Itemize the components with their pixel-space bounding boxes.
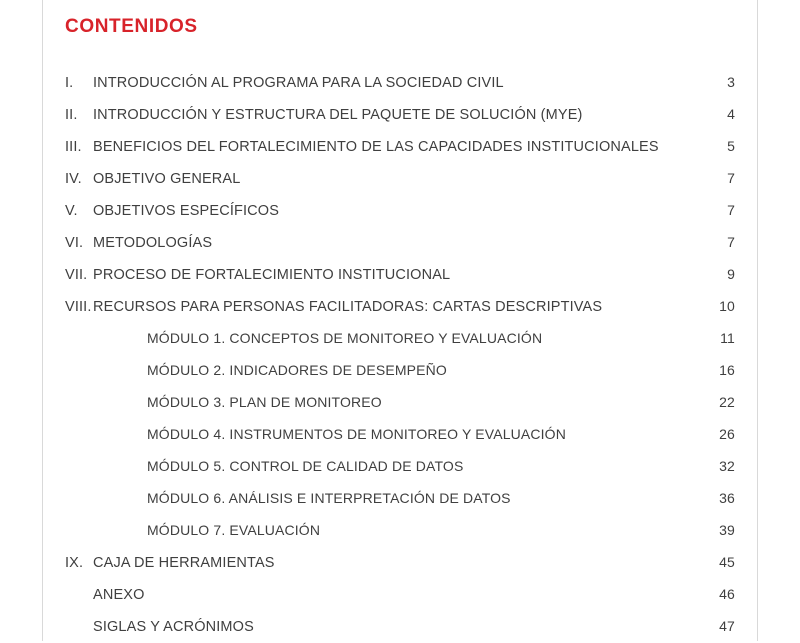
toc-entry[interactable] [65,322,735,354]
toc-entry-number: II. [65,107,78,123]
toc-entry-page-number: 3 [727,74,735,90]
toc-entry-label: BENEFICIOS DEL FORTALECIMIENTO DE LAS CAPACIDADES INSTITUCIONALES [93,139,659,155]
toc-entry[interactable] [65,482,735,514]
toc-entry[interactable] [65,66,735,98]
toc-entry-label: MÓDULO 4. INSTRUMENTOS DE MONITOREO Y EVALUACIÓN [147,426,566,442]
toc-entry-label: SIGLAS Y ACRÓNIMOS [93,619,254,635]
toc-entry-label: METODOLOGÍAS [93,235,213,251]
toc-entry[interactable] [65,194,735,226]
toc-entry-page-number: 7 [727,170,735,186]
toc-entry-number: III. [65,139,82,155]
toc-entry-page-number: 5 [727,138,735,154]
toc-entry-page-number: 22 [719,394,735,410]
table-of-contents [65,66,735,642]
toc-entry-page-number: 16 [719,362,735,378]
toc-entry-page-number: 7 [727,234,735,250]
toc-entry[interactable] [65,386,735,418]
toc-entry[interactable] [65,418,735,450]
toc-entry-page-number: 39 [719,522,735,538]
toc-entry-number: IX. [65,555,84,571]
toc-entry-label: INTRODUCCIÓN Y ESTRUCTURA DEL PAQUETE DE SOLUCIÓN (MYE) [93,107,583,123]
toc-entry[interactable] [65,98,735,130]
page-right-border [757,0,758,641]
toc-entry-page-number: 36 [719,490,735,506]
toc-entry-page-number: 46 [719,586,735,602]
toc-entry-label: OBJETIVOS ESPECÍFICOS [93,203,280,219]
toc-entry-number: VIII. [65,299,92,315]
toc-entry-page-number: 10 [719,298,735,314]
toc-entry[interactable] [65,258,735,290]
toc-entry[interactable] [65,226,735,258]
toc-entry-label: PROCESO DE FORTALECIMIENTO INSTITUCIONAL [93,267,451,283]
toc-entry-number: IV. [65,171,82,187]
toc-entry[interactable] [65,546,735,578]
toc-entry[interactable] [65,610,735,642]
toc-entry-number: V. [65,203,78,219]
toc-entry[interactable] [65,450,735,482]
toc-entry[interactable] [65,578,735,610]
toc-entry-label: MÓDULO 7. EVALUACIÓN [147,522,321,538]
toc-entry-number: VI. [65,235,84,251]
toc-entry-page-number: 11 [720,330,735,346]
page-title: CONTENIDOS [65,16,198,37]
toc-entry-page-number: 45 [719,554,735,570]
toc-entry-number: I. [65,75,74,91]
toc-entry-page-number: 9 [727,266,735,282]
toc-entry-number: VII. [65,267,88,283]
toc-entry-label: RECURSOS PARA PERSONAS FACILITADORAS: CARTAS DESCRIPTIVAS [93,299,603,315]
toc-entry-page-number: 47 [719,618,735,634]
toc-entry-label: INTRODUCCIÓN AL PROGRAMA PARA LA SOCIEDAD CIVIL [93,75,504,91]
toc-entry-label: ANEXO [93,587,145,603]
toc-entry[interactable] [65,130,735,162]
toc-entry[interactable] [65,354,735,386]
toc-entry[interactable] [65,162,735,194]
toc-entry-label: MÓDULO 3. PLAN DE MONITOREO [147,394,382,410]
page-content [43,0,757,641]
toc-entry-page-number: 7 [727,202,735,218]
toc-entry-page-number: 32 [719,458,735,474]
toc-entry-page-number: 4 [727,106,735,122]
toc-entry-label: OBJETIVO GENERAL [93,171,241,187]
toc-entry-page-number: 26 [719,426,735,442]
toc-entry-label: MÓDULO 2. INDICADORES DE DESEMPEÑO [147,362,447,378]
toc-entry-label: MÓDULO 1. CONCEPTOS DE MONITOREO Y EVALUACIÓN [147,330,543,346]
toc-entry-label: MÓDULO 5. CONTROL DE CALIDAD DE DATOS [147,458,464,474]
toc-entry[interactable] [65,290,735,322]
toc-entry-label: MÓDULO 6. ANÁLISIS E INTERPRETACIÓN DE DATOS [147,490,511,506]
toc-entry-label: CAJA DE HERRAMIENTAS [93,555,275,571]
toc-entry[interactable] [65,514,735,546]
